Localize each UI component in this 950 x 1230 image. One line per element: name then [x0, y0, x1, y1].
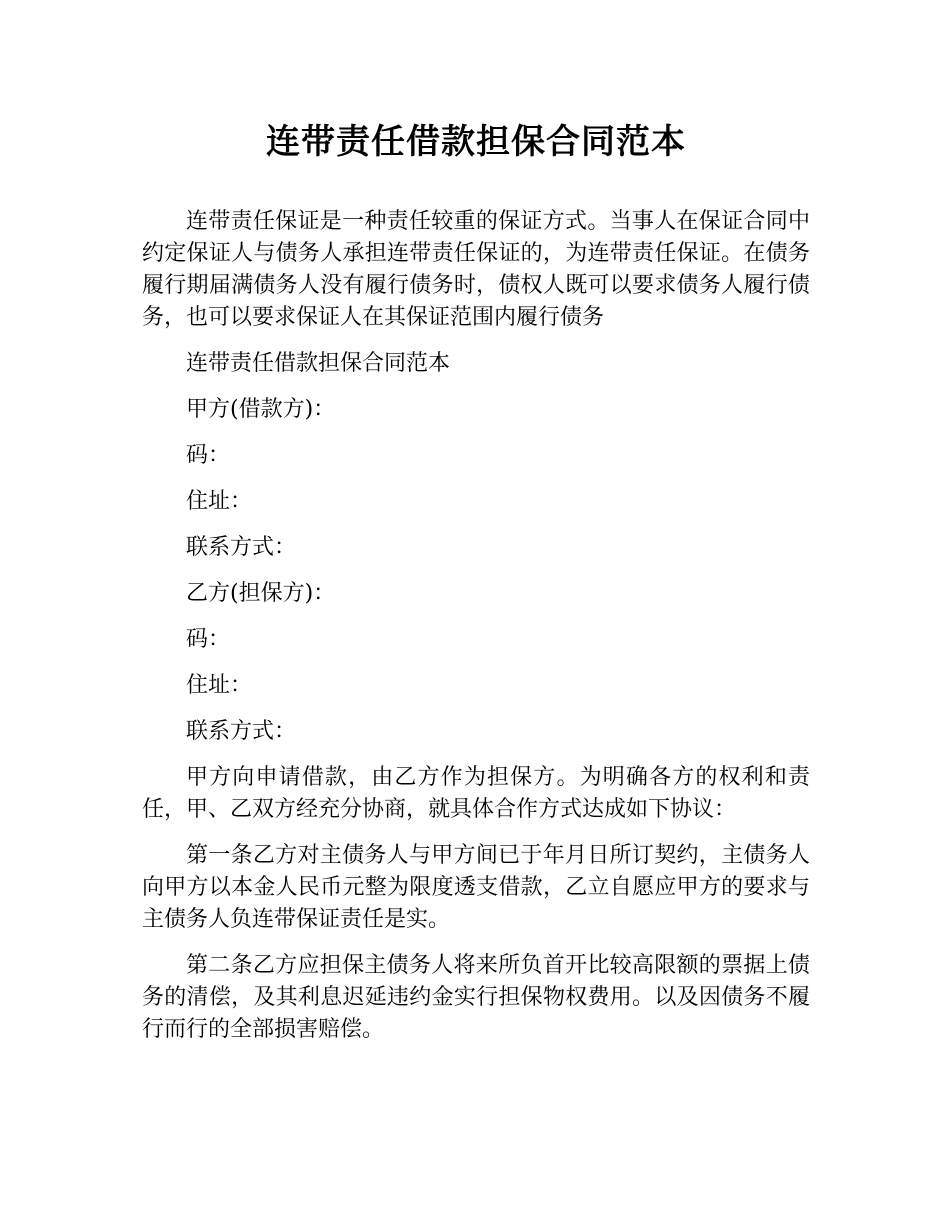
party-b-address: 住址： [186, 673, 253, 698]
party-a-label: 甲方(借款方)： [186, 397, 336, 422]
document-title: 连带责任借款担保合同范本 [266, 122, 686, 162]
agreement-preamble: 甲方向申请借款，由乙方作为担保方。为明确各方的权利和责任，甲、乙双方经充分协商，就具体合作方式达成如下协议： [142, 765, 810, 822]
article-1: 第一条乙方对主债务人与甲方间已于年月日所订契约，主债务人向甲方以本金人民币元整为限度透支借款，乙立自愿应甲方的要求与主债务人负连带保证责任是实。 [142, 843, 810, 932]
contract-heading: 连带责任借款担保合同范本 [186, 351, 451, 376]
document-body [142, 206, 810, 1046]
party-a-address: 住址： [186, 489, 253, 514]
document-page [142, 0, 810, 1060]
party-b-contact: 联系方式： [186, 719, 297, 744]
party-b-label: 乙方(担保方)： [186, 581, 336, 606]
party-b-id-code: 码： [186, 627, 231, 652]
party-a-contact: 联系方式： [186, 535, 297, 560]
party-a-id-code: 码： [186, 443, 231, 468]
article-2: 第二条乙方应担保主债务人将来所负首开比较高限额的票据上债务的清偿，及其利息迟延违约金实行担保物权费用。以及因债务不履行而行的全部损害赔偿。 [142, 953, 810, 1042]
intro-paragraph: 连带责任保证是一种责任较重的保证方式。当事人在保证合同中约定保证人与债务人承担连带责任保证的，为连带责任保证。在债务履行期届满债务人没有履行债务时，债权人既可以要求债务人履行债务，也可以要求保证人在其保证范围内履行债务 [142, 209, 810, 330]
